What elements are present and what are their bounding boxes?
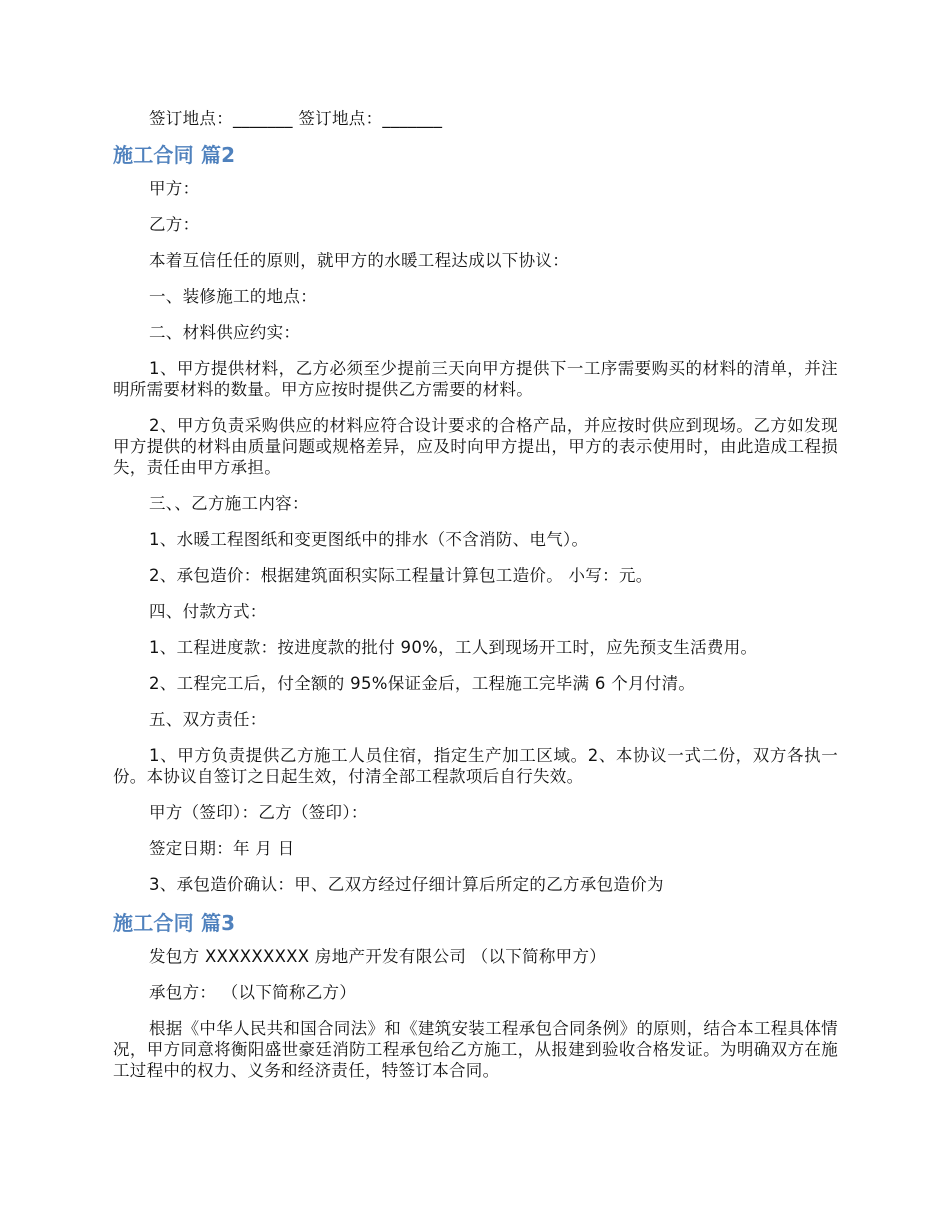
paragraph: 乙方： [149,215,200,234]
section-3-heading: 施工合同 篇3 [113,911,236,935]
paragraph: 本着互信任任的原则，就甲方的水暖工程达成以下协议： [149,251,569,270]
paragraph: 根据《中华人民共和国合同法》和《建筑安装工程承包合同条例》的原则，结合本工程具体情况，甲方同意将衡阳盛世豪廷消防工程承包给乙方施工，从报建到验收合格发证。为明确双方在施工过程中的权力、义务和经济责任，特签订本合同。 [113,1019,838,1080]
section-2-heading: 施工合同 篇2 [113,143,236,167]
document-page [113,108,838,1096]
paragraph: 3、承包造价确认：甲、乙双方经过仔细计算后所定的乙方承包造价为 [149,875,664,894]
paragraph: 2、工程完工后，付全额的 95%保证金后，工程施工完毕满 6 个月付清。 [149,674,696,693]
paragraph: 三、、乙方施工内容： [149,494,309,513]
paragraph: 1、工程进度款：按进度款的批付 90%，工人到现场开工时，应先预支生活费用。 [149,638,758,657]
paragraph: 1、甲方提供材料，乙方必须至少提前三天向甲方提供下一工序需要购买的材料的清单，并注明所需要材料的数量。甲方应按时提供乙方需要的材料。 [113,359,838,399]
section-2-body [113,178,838,895]
paragraph: 甲方（签印）：乙方（签印）： [149,803,368,822]
paragraph: 一、装修施工的地点： [149,287,317,306]
section-3-body [113,946,838,1081]
paragraph: 甲方： [149,179,200,198]
paragraph: 二、材料供应约实： [149,323,301,342]
paragraph: 签定日期：年 月 日 [149,839,295,858]
sign-location-line: 签订地点：_______ 签订地点：_______ [149,109,443,128]
paragraph: 发包方 XXXXXXXXX 房地产开发有限公司 （以下简称甲方） [149,947,607,966]
paragraph: 2、甲方负责采购供应的材料应符合设计要求的合格产品，并应按时供应到现场。乙方如发现甲方提供的材料由质量问题或规格差异，应及时向甲方提出，甲方的表示使用时，由此造成工程损失，责任由甲方承担。 [113,416,838,477]
paragraph: 1、水暖工程图纸和变更图纸中的排水（不含消防、电气）。 [149,530,589,549]
paragraph: 2、承包造价：根据建筑面积实际工程量计算包工造价。 小写：元。 [149,566,653,585]
paragraph: 四、付款方式： [149,602,267,621]
paragraph: 五、双方责任： [149,710,267,729]
paragraph: 承包方： （以下简称乙方） [149,983,357,1002]
paragraph: 1、甲方负责提供乙方施工人员住宿，指定生产加工区域。2、本协议一式二份，双方各执一份。本协议自签订之日起生效，付清全部工程款项后自行失效。 [113,746,838,786]
